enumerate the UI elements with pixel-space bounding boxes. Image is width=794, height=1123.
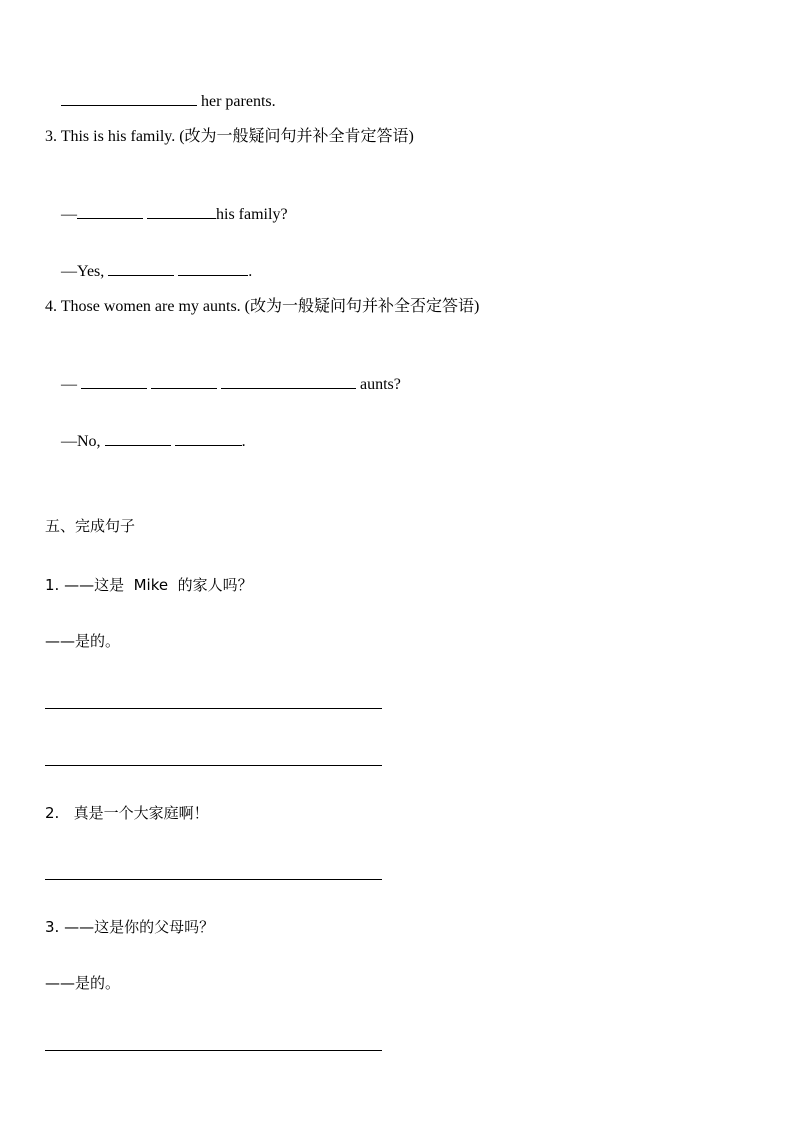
answer-blank[interactable] [77, 203, 143, 219]
item1-question: 1. ——这是 Mike 的家人吗？ [45, 576, 253, 594]
answer-blank[interactable] [178, 260, 248, 276]
q4-question-line [45, 353, 401, 393]
answer-writing-line[interactable] [45, 765, 382, 766]
q3-question-tail: his family? [216, 206, 288, 223]
section-heading: 五、完成句子 [45, 517, 136, 535]
answer-blank[interactable] [151, 373, 217, 389]
answer-writing-line[interactable] [45, 879, 382, 880]
answer-blank[interactable] [105, 430, 171, 446]
answer-writing-line[interactable] [45, 1050, 382, 1051]
answer-blank[interactable] [61, 90, 197, 106]
q3-answer-line [45, 240, 253, 280]
answer-blank[interactable] [175, 430, 242, 446]
q2-answer-line [45, 70, 276, 110]
answer-writing-line[interactable] [45, 708, 382, 709]
period: . [248, 263, 253, 280]
answer-blank[interactable] [147, 203, 216, 219]
dash: — [61, 263, 77, 280]
item2-question: 2. 真是一个大家庭啊！ [45, 804, 209, 822]
q3-question-line [45, 183, 288, 223]
item3-answer: ——是的。 [45, 974, 121, 992]
answer-blank[interactable] [221, 373, 356, 389]
q4-answer-line [45, 410, 246, 450]
dash: — [61, 376, 81, 393]
item1-answer: ——是的。 [45, 632, 121, 650]
answer-blank[interactable] [108, 260, 174, 276]
q2-tail-text: her parents. [197, 93, 276, 110]
q4-answer-prefix: No, [77, 433, 105, 450]
q4-prompt: 4. Those women are my aunts. (改为一般疑问句并补全否定答语) [45, 298, 480, 315]
dash: — [61, 206, 77, 223]
dash: — [61, 433, 77, 450]
q3-prompt: 3. This is his family. (改为一般疑问句并补全肯定答语) [45, 128, 414, 145]
item3-question: 3. ——这是你的父母吗？ [45, 918, 215, 936]
period: . [241, 433, 246, 450]
q3-answer-prefix: Yes, [77, 263, 109, 280]
q4-question-tail: aunts? [356, 376, 401, 393]
answer-blank[interactable] [81, 373, 147, 389]
